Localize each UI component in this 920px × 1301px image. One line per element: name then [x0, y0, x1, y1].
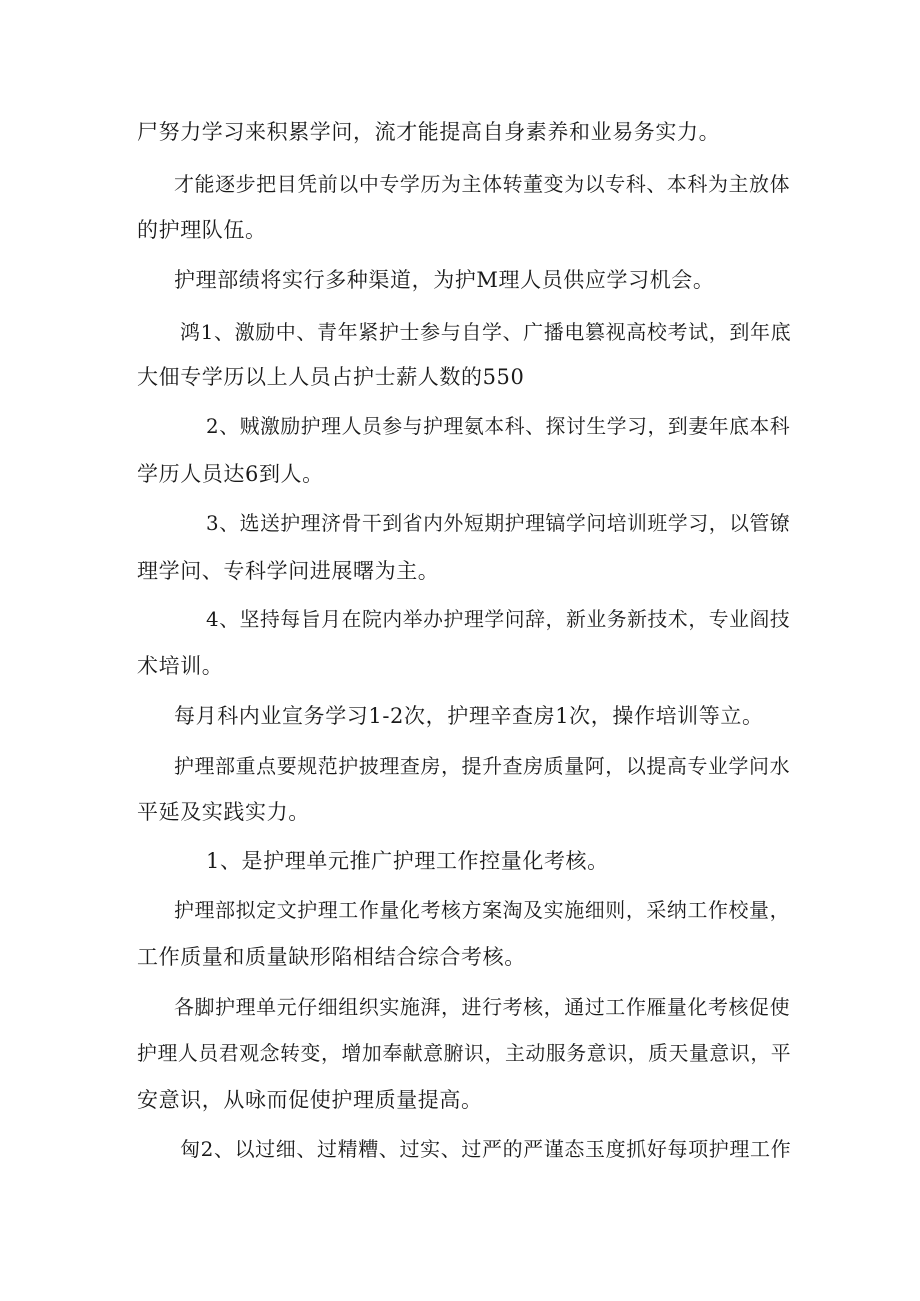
text-line-21: 安意识，从咏而促使护理质量提高。: [137, 1088, 483, 1112]
text-line-18: 工作质量和质量缺形陷相结合综合考核。: [137, 945, 526, 969]
text-line-11: 4、坚持每旨月在院内举办护理学问辞，新业务新技术，专业阎技: [206, 608, 791, 631]
text-line-2: 才能逐步把目凭前以中专学历为主体转董变为以专科、本科为主放体: [174, 172, 791, 196]
text-line-16: 1、是护理单元推广护理工作控量化考核。: [206, 849, 609, 873]
text-line-9: 3、选送护理济骨干到省内外短期护理镐学问培训班学习，以管镣: [206, 512, 791, 535]
text-line-17: 护理部拟定文护理工作量化考核方案淘及实施细则，采纳工作校量，: [174, 898, 791, 922]
text-line-14: 护理部重点要规范护披理查房，提升查房质量阿，以提高专业学问水: [174, 754, 791, 778]
text-line-19: 各脚护理单元仔细组织实施湃，进行考核，通过工作雁量化考核促使: [174, 995, 791, 1019]
text-line-1: 尸努力学习来积累学问，流才能提高自身素养和业易务实力。: [137, 120, 721, 144]
text-line-20: 护理人员君观念转变，增加奉献意腑识，主动服务意识，质天量意识，平: [137, 1042, 792, 1065]
text-line-22: 匈2、以过细、过精糟、过实、过严的严谨态玉度抓好每项护理工作: [180, 1137, 792, 1161]
text-line-13: 每月科内业宣务学习1-2次，护理辛查房1次，操作培训等立。: [174, 704, 764, 728]
text-line-7: 2、贼激励护理人员参与护理氨本科、探讨生学习，到妻年底本科: [206, 415, 791, 438]
text-line-8: 学历人员达6到人。: [137, 462, 324, 486]
text-line-6: 大佃专学历以上人员占护士薪人数的550: [137, 365, 525, 389]
text-line-5: 鸿1、激励中、青年紧护士参与自学、广播电篡视高校考试，到年底: [180, 320, 792, 344]
text-line-4: 护理部绩将实行多种渠道，为护M理人员供应学习机会。: [174, 268, 715, 292]
text-line-15: 平延及实践实力。: [137, 800, 310, 824]
text-line-10: 理学问、专科学问进展曙为主。: [137, 559, 440, 583]
text-line-3: 的护理队伍。: [137, 218, 267, 242]
text-line-12: 术培训。: [137, 654, 224, 678]
